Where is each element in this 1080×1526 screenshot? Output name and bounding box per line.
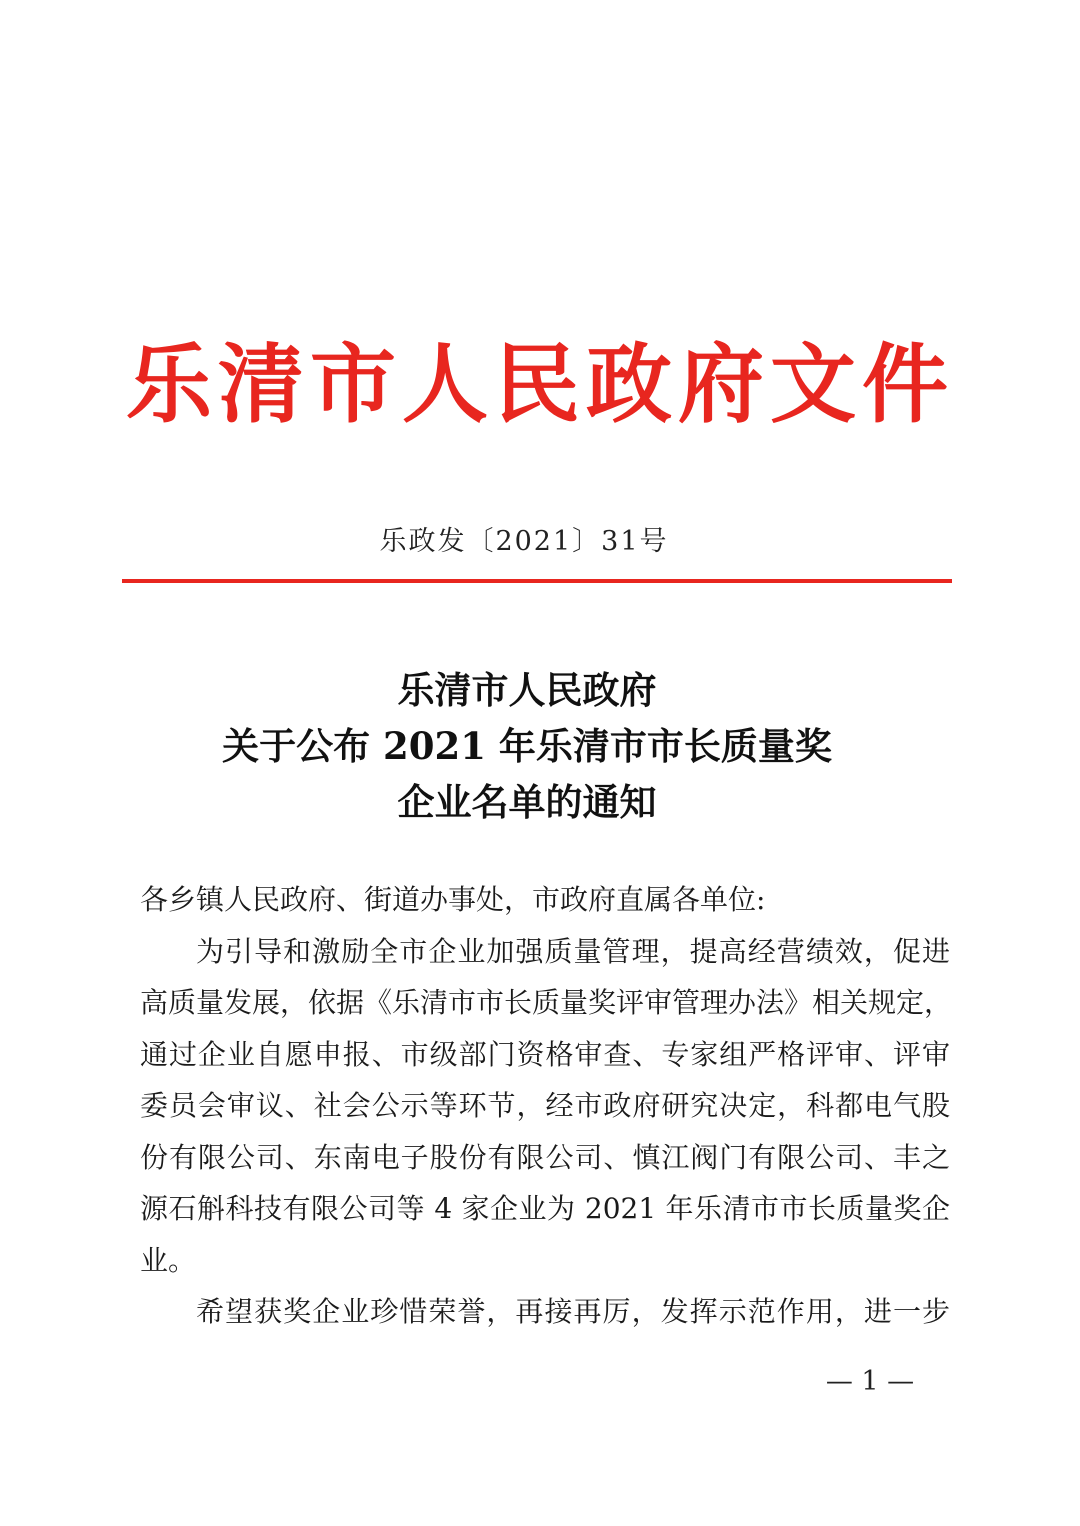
paragraph-2-line: 希望获奖企业珍惜荣誉，再接再厉，发挥示范作用，进一步 <box>196 1295 950 1328</box>
paragraph-1-line: 份有限公司、东南电子股份有限公司、慎江阀门有限公司、丰之 <box>140 1140 950 1174</box>
paragraph-1-line: 通过企业自愿申报、市级部门资格审查、专家组严格评审、评审 <box>140 1037 950 1071</box>
title-line-2: 关于公布 2021 年乐清市市长质量奖 <box>222 724 832 768</box>
document-masthead: 乐清市人民政府文件 <box>126 334 954 435</box>
paragraph-1-line: 高质量发展，依据《乐清市市长质量奖评审管理办法》相关规定， <box>140 986 953 1019</box>
document-title <box>0 662 1054 830</box>
salutation: 各乡镇人民政府、街道办事处，市政府直属各单位: <box>140 883 766 916</box>
paragraph-1-line: 为引导和激励全市企业加强质量管理，提高经营绩效，促进 <box>196 934 950 968</box>
page-number: — 1 — <box>825 1366 915 1397</box>
paragraph-1-line: 委员会审议、社会公示等环节，经市政府研究决定，科都电气股 <box>140 1089 950 1122</box>
title-line-3: 企业名单的通知 <box>397 780 657 824</box>
paragraph-1-line: 业。 <box>140 1243 197 1277</box>
red-separator-line <box>122 579 952 583</box>
document-number: 乐政发〔2021〕31号 <box>379 526 669 557</box>
paragraph-1-line: 源石斛科技有限公司等 4 家企业为 2021 年乐清市市长质量奖企 <box>140 1192 950 1225</box>
document-body <box>140 874 953 1338</box>
title-line-1: 乐清市人民政府 <box>397 668 657 712</box>
